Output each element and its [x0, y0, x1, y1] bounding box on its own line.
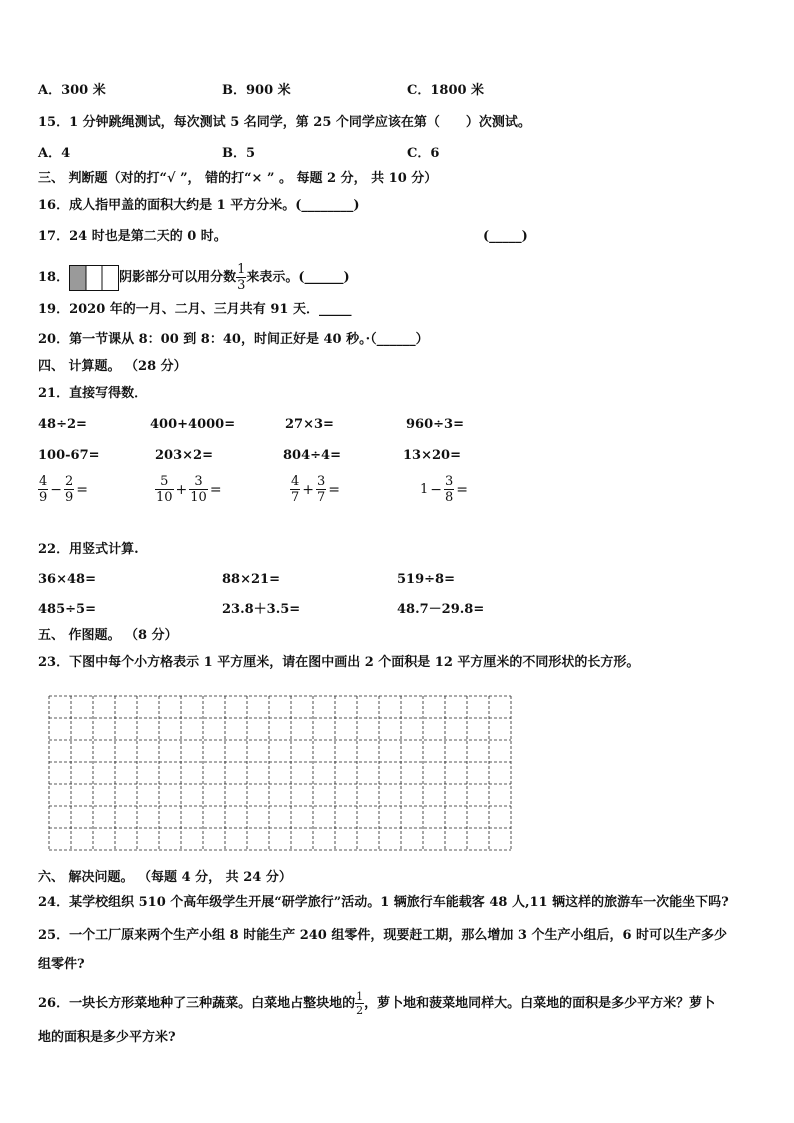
- q16-text: 16．成人指甲盖的面积大约是 1 平方分米。(________): [38, 198, 360, 213]
- q24-text: 24．某学校组织 510 个高年级学生开展“研学旅行”活动。1 辆旅行车能载客 48 人,11 辆这样的旅游车一次能坐下吗?: [38, 895, 729, 910]
- numerator: 3: [194, 474, 203, 489]
- operator: +: [175, 481, 188, 498]
- equals-sign: =: [456, 481, 469, 498]
- frac-expr-2: [155, 474, 222, 505]
- q22-title: 22．用竖式计算.: [38, 542, 139, 557]
- vcalc-r1c1: 36×48=: [38, 572, 96, 587]
- q15-text: 15．1 分钟跳绳测试，每次测试 5 名同学，第 25 个同学应该在第（ ）次测试。: [38, 115, 531, 130]
- q20-text: 20．第一节课从 8：00 到 8：40，时间正好是 40 秒。·（______）: [38, 332, 429, 347]
- frac-expr-3: [290, 474, 340, 505]
- denominator: 10: [156, 490, 173, 505]
- section3-heading: 三、 判断题（对的打“√ ”， 错的打“× ” 。 每题 2 分， 共 10 分）: [38, 171, 438, 186]
- calc-r2c3: 804÷4=: [283, 448, 341, 463]
- q14-option-b: B．900 米: [222, 83, 291, 98]
- frac-expr-1: [38, 474, 88, 505]
- vcalc-r1c3: 519÷8=: [397, 572, 455, 587]
- q19-text: 19．2020 年的一月、二月、三月共有 91 天．_____: [38, 302, 352, 317]
- vcalc-r2c3: 48.7－29.8=: [397, 602, 485, 617]
- calc-r2c2: 203×2=: [155, 448, 213, 463]
- q26-text-b: ，萝卜地和菠菜地同样大。白菜地的面积是多少平方米？萝卜: [364, 995, 716, 1011]
- numerator: 5: [160, 474, 169, 489]
- q15-option-b: B．5: [222, 146, 256, 161]
- equals-sign: =: [209, 481, 222, 498]
- q18-fraction-denominator: 3: [237, 278, 246, 293]
- fraction: [64, 474, 74, 505]
- q26-fraction-numerator: 1: [356, 990, 364, 1003]
- denominator: 9: [65, 490, 74, 505]
- shaded-rectangle-figure: [69, 265, 119, 291]
- q18-number: 18．: [38, 269, 70, 285]
- operator: +: [302, 481, 315, 498]
- section5-heading: 五、 作图题。 （8 分）: [38, 628, 178, 643]
- denominator: 7: [291, 490, 300, 505]
- section6-heading: 六、 解决问题。 （每题 4 分， 共 24 分）: [38, 870, 292, 885]
- q26-line1: [38, 990, 715, 1017]
- fraction: [155, 474, 174, 505]
- fraction: [316, 474, 326, 505]
- q14-option-c: C．1800 米: [407, 83, 485, 98]
- numerator: 2: [65, 474, 74, 489]
- q23-text: 23．下图中每个小方格表示 1 平方厘米，请在图中画出 2 个面积是 12 平方厘米的不同形状的长方形。: [38, 655, 640, 670]
- denominator: 10: [190, 490, 207, 505]
- numerator: 3: [317, 474, 326, 489]
- numerator: 4: [39, 474, 48, 489]
- denominator: 8: [445, 490, 454, 505]
- q17-text: 17．24 时也是第二天的 0 时。: [38, 229, 227, 244]
- equals-sign: =: [328, 481, 341, 498]
- q21-title: 21．直接写得数．: [38, 386, 148, 401]
- denominator: 9: [39, 490, 48, 505]
- q15-option-a: A．4: [38, 146, 71, 161]
- q18-text: 阴影部分可以用分数: [119, 269, 237, 285]
- q18-fraction: [236, 262, 246, 293]
- calc-r1c3: 27×3=: [285, 417, 334, 432]
- fraction: [444, 474, 454, 505]
- operator: −: [50, 481, 63, 498]
- q18-tail: 来表示。(______): [246, 269, 350, 285]
- section4-heading: 四、 计算题。 （28 分）: [38, 359, 187, 374]
- calc-r2c1: 100-67=: [38, 448, 100, 463]
- vcalc-r2c2: 23.8＋3.5=: [222, 602, 301, 617]
- fraction: [189, 474, 208, 505]
- operator: −: [430, 481, 443, 498]
- calc-r1c1: 48÷2=: [38, 417, 87, 432]
- frac-expr-4: [420, 474, 468, 505]
- whole-number: 1: [420, 482, 429, 497]
- denominator: 7: [317, 490, 326, 505]
- fraction: [38, 474, 48, 505]
- q18-row: [38, 262, 350, 293]
- fraction: [290, 474, 300, 505]
- q25-line2: 组零件?: [38, 957, 85, 972]
- q15-option-c: C．6: [407, 146, 440, 161]
- q18-fraction-numerator: 1: [237, 262, 246, 277]
- numerator: 4: [291, 474, 300, 489]
- q14-option-a: A．300 米: [38, 83, 106, 98]
- calc-r1c4: 960÷3=: [406, 417, 464, 432]
- equals-sign: =: [76, 481, 89, 498]
- dashed-square-grid: [48, 695, 518, 851]
- vcalc-r1c2: 88×21=: [222, 572, 280, 587]
- q17-blank: (_____): [483, 229, 528, 244]
- vcalc-r2c1: 485÷5=: [38, 602, 96, 617]
- calc-r1c2: 400+4000=: [150, 417, 236, 432]
- q25-line1: 25．一个工厂原来两个生产小组 8 时能生产 240 组零件，现要赶工期，那么增加 3 个生产小组后，6 时可以生产多少: [38, 928, 728, 943]
- drawing-grid[interactable]: [48, 695, 518, 855]
- q26-fraction: [355, 990, 364, 1017]
- calc-r2c4: 13×20=: [403, 448, 461, 463]
- q26-text-a: 26．一块长方形菜地种了三种蔬菜。白菜地占整块地的: [38, 995, 356, 1011]
- numerator: 3: [445, 474, 454, 489]
- q26-line2: 地的面积是多少平方米?: [38, 1030, 176, 1045]
- q26-fraction-denominator: 2: [356, 1004, 364, 1017]
